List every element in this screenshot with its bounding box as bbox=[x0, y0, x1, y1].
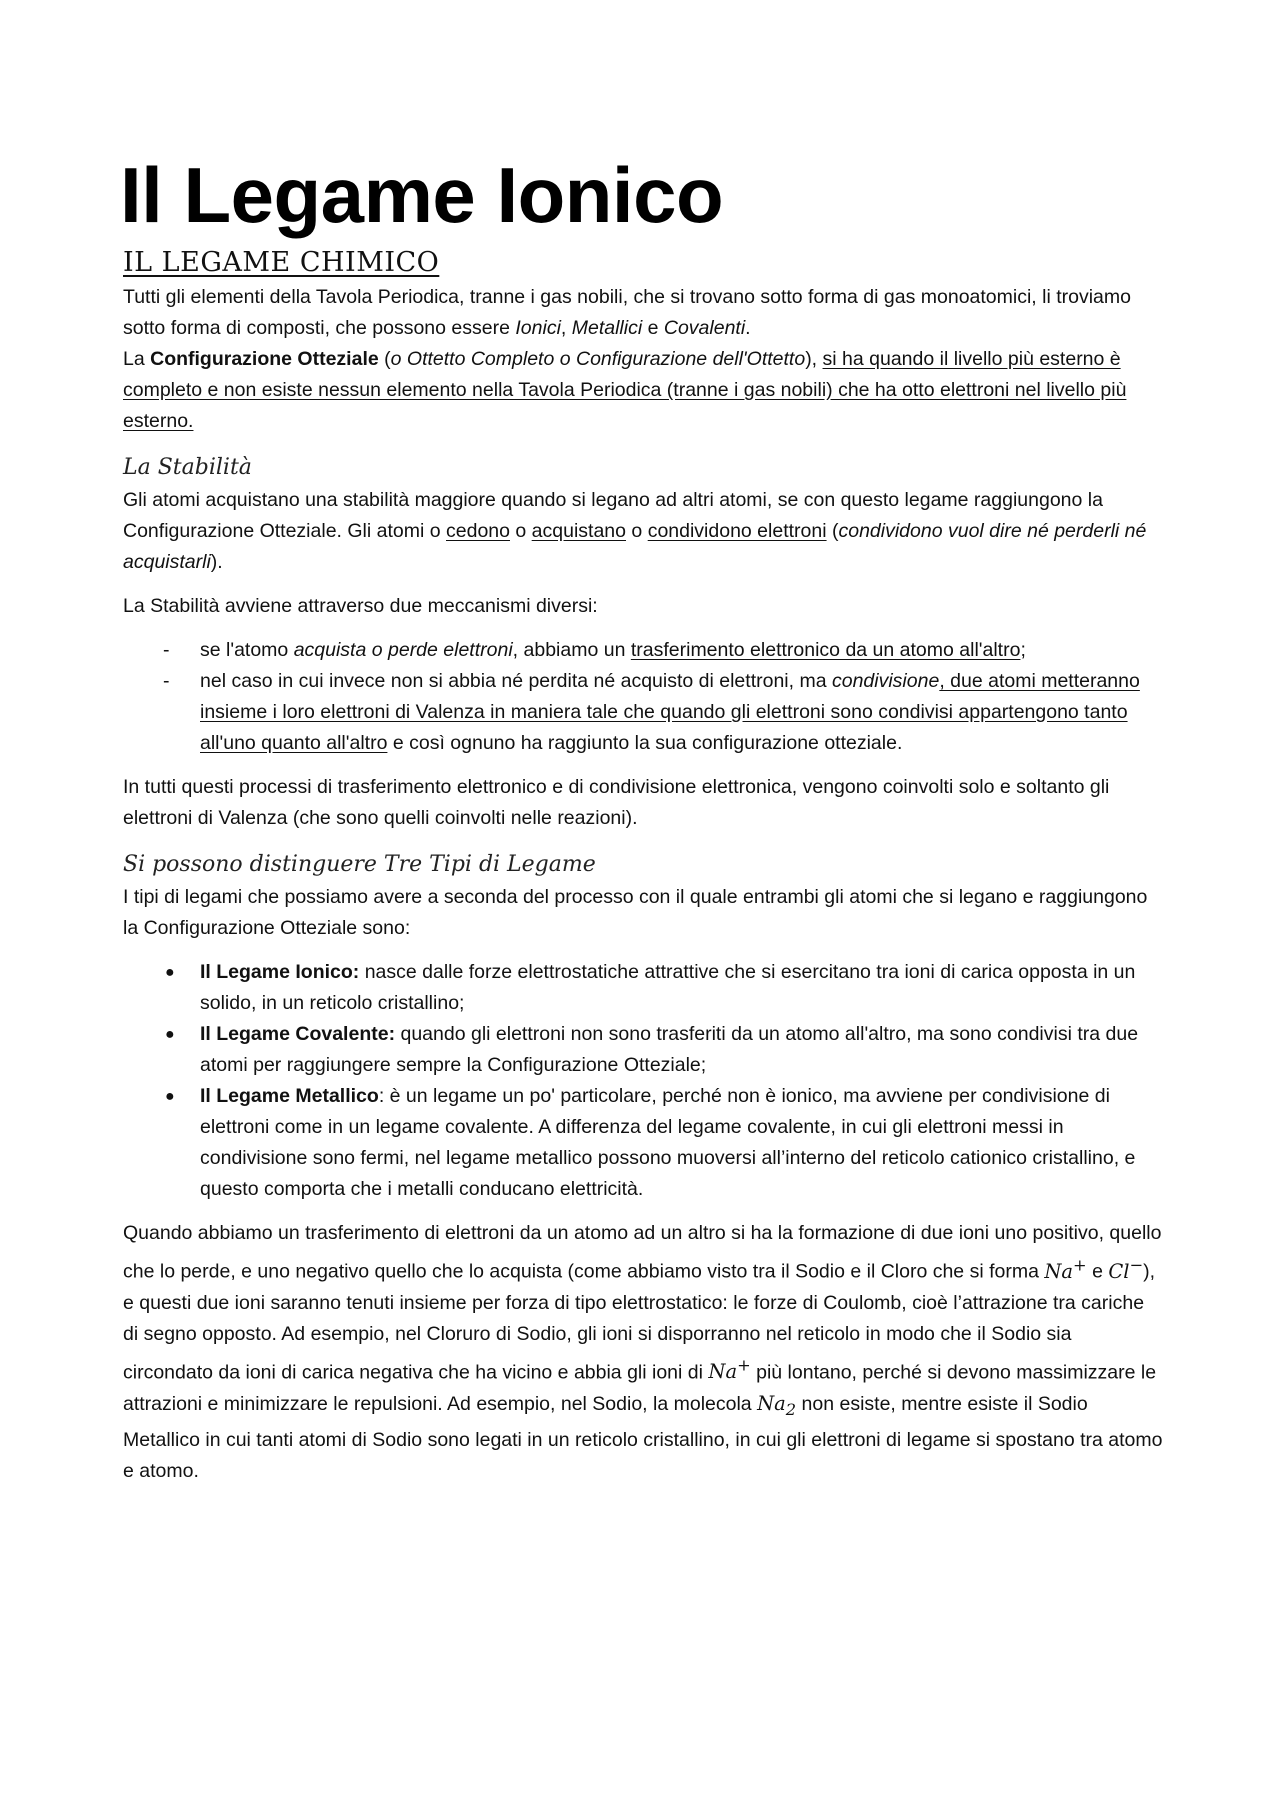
text-run: se l'atomo bbox=[200, 639, 294, 661]
text-run: cedono bbox=[446, 520, 510, 542]
text-run: Gli atomi acquistano una stabilità maggiore quando si legano ad altri atomi, se con questo legame raggiungono la Configurazione Otteziale. Gli atomi o bbox=[123, 489, 1103, 542]
section-legame-chimico bbox=[123, 246, 1163, 437]
text-run: e così ognuno ha raggiunto la sua configurazione otteziale. bbox=[387, 732, 903, 754]
text-run: , bbox=[560, 317, 572, 339]
formula-sup: + bbox=[737, 1355, 751, 1375]
section-heading-stabilita: La Stabilità bbox=[123, 455, 252, 480]
list-item bbox=[123, 957, 1163, 1019]
list-meccanismi bbox=[123, 635, 1163, 759]
formula-na2 bbox=[757, 1392, 797, 1419]
paragraph-tipi-intro: I tipi di legami che possiamo avere a seconda del processo con il quale entrambi gli atomi che si legano e raggiungono la Configurazione Otteziale sono: bbox=[123, 886, 1148, 939]
paragraph-meccanismi: La Stabilità avviene attraverso due meccanismi diversi: bbox=[123, 595, 598, 617]
text-run: o bbox=[509, 520, 532, 542]
text-run: acquistano bbox=[531, 520, 626, 542]
formula-base: Na bbox=[757, 1392, 786, 1415]
text-run: o bbox=[626, 520, 648, 542]
text-run: : è un legame un po' particolare, perché non è ionico, ma avviene per condivisione di elettroni come in un legame covalente. A differenza del legame covalente, in cui gli elettroni messi in condivisione sono fermi, nel legame metallico possono muoversi all’interno del reticolo cationico cristallino, e questo comporta che i metalli conducano elettricità. bbox=[200, 1085, 1136, 1200]
section-heading-legame-chimico: IL LEGAME CHIMICO bbox=[123, 247, 440, 278]
text-run: Ionici bbox=[515, 317, 561, 339]
text-run: ( bbox=[826, 520, 839, 542]
formula-base: Na bbox=[1044, 1259, 1074, 1283]
section-stabilita bbox=[123, 451, 1163, 834]
list-item bbox=[123, 1019, 1163, 1081]
text-run: ). bbox=[210, 551, 223, 573]
text-run: o Ottetto Completo o Configurazione dell'Ottetto bbox=[390, 348, 806, 370]
paragraph-intro bbox=[123, 282, 1163, 344]
formula-sup: + bbox=[1073, 1255, 1087, 1274]
text-run: , due atomi metteranno insieme i loro elettroni di Valenza in maniera tale che quando gli elettroni sono condivisi appartengono tanto all'uno quanto all'altro bbox=[200, 670, 1140, 754]
list-item bbox=[123, 1081, 1163, 1205]
text-run: si ha quando il livello più esterno è completo e non esiste nessun elemento nella Tavola Periodica (tranne i gas nobili) che ha otto elettroni nel livello più esterno. bbox=[123, 348, 1127, 432]
text-run: quando gli elettroni non sono trasferiti da un atomo all'altro, ma sono condivisi tra due atomi per raggiungere sempre la Configurazione Otteziale; bbox=[200, 1023, 1139, 1076]
paragraph-stabilita bbox=[123, 485, 1163, 578]
formula-sup: − bbox=[1129, 1255, 1144, 1274]
text-run: ( bbox=[378, 348, 391, 370]
text-run: condividono elettroni bbox=[647, 520, 827, 542]
text-run: . bbox=[745, 317, 751, 339]
text-run: , abbiamo un bbox=[512, 639, 631, 661]
text-run: ), bbox=[805, 348, 823, 370]
text-run: ; bbox=[1020, 639, 1026, 661]
list-tipi bbox=[123, 957, 1163, 1205]
text-run: non esiste, mentre esiste il Sodio Metallico in cui tanti atomi di Sodio sono legati in un reticolo cristallino, in cui gli elettroni di legame si spostano tra atomo e atomo. bbox=[123, 1393, 1163, 1482]
text-run: Metallici bbox=[571, 317, 643, 339]
text-run: Tutti gli elementi della Tavola Periodica, tranne i gas nobili, che si trovano sotto forma di gas monoatomici, li troviamo sotto forma di composti, che possono essere bbox=[123, 286, 1131, 339]
section-heading-tipi: Si possono distinguere Tre Tipi di Legame bbox=[123, 852, 596, 877]
text-run: nel caso in cui invece non si abbia né perdita né acquisto di elettroni, ma bbox=[200, 670, 832, 692]
text-run: Covalenti bbox=[663, 317, 746, 339]
dash-marker: - bbox=[163, 670, 170, 692]
text-run: ), e questi due ioni saranno tenuti insieme per forza di tipo elettrostatico: le forze di Coulomb, cioè l’attrazione tra cariche di segno opposto. Ad esempio, nel Cloruro di Sodio, gli ioni si disporranno nel reticolo in modo che il Sodio sia circondato da ioni di carica negativa che ha vicino e abbia gli ioni di bbox=[123, 1260, 1156, 1383]
formula-na-plus bbox=[708, 1355, 751, 1383]
text-run: e bbox=[642, 317, 664, 339]
text-run: condivisione bbox=[831, 670, 940, 692]
formula-sub: 2 bbox=[785, 1399, 797, 1419]
bullet-marker: ● bbox=[165, 964, 175, 981]
text-run: trasferimento elettronico da un atomo all'altro bbox=[630, 639, 1021, 661]
text-run: più lontano, perché si devono massimizzare le attrazioni e minimizzare le repulsioni. Ad esempio, nel Sodio, la molecola bbox=[123, 1361, 1157, 1415]
text-run: La bbox=[123, 348, 151, 370]
formula-cl-minus bbox=[1108, 1255, 1144, 1283]
paragraph-valenza: In tutti questi processi di trasferimento elettronico e di condivisione elettronica, vengono coinvolti solo e soltanto gli elettroni di Valenza (che sono quelli coinvolti nelle reazioni). bbox=[123, 776, 1110, 829]
text-run: Quando abbiamo un trasferimento di elettroni da un atomo ad un altro si ha la formazione di due ioni uno positivo, quello che lo perde, e uno negativo quello che lo acquista (come abbiamo visto tra il Sodio e il Cloro che si forma bbox=[123, 1222, 1162, 1283]
text-run: nasce dalle forze elettrostatiche attrattive che si esercitano tra ioni di carica opposta in un solido, in un reticolo cristallino; bbox=[200, 961, 1136, 1014]
formula-base: Na bbox=[708, 1360, 738, 1383]
section-tipi-di-legame bbox=[123, 848, 1163, 1487]
paragraph-trasferimento bbox=[123, 1218, 1163, 1487]
text-run: Configurazione Otteziale bbox=[150, 348, 379, 370]
bullet-marker: ● bbox=[165, 1026, 175, 1043]
page-title: Il Legame Ionico bbox=[120, 151, 724, 239]
dash-marker: - bbox=[163, 639, 170, 661]
document-page bbox=[120, 150, 1163, 1487]
formula-na-plus bbox=[1044, 1255, 1087, 1283]
bullet-marker: ● bbox=[165, 1088, 175, 1105]
list-item bbox=[123, 635, 1163, 666]
text-run: Il Legame Covalente: bbox=[200, 1023, 396, 1045]
list-item bbox=[123, 666, 1163, 759]
text-run: condividono vuol dire né perderli né acquistarli bbox=[123, 520, 1147, 573]
formula-base: Cl bbox=[1108, 1259, 1130, 1283]
paragraph-configurazione bbox=[123, 344, 1163, 437]
text-run: Il Legame Ionico: bbox=[200, 961, 360, 983]
text-run: Il Legame Metallico bbox=[200, 1085, 379, 1107]
text-run: acquista o perde elettroni bbox=[293, 639, 513, 661]
text-run: e bbox=[1086, 1260, 1109, 1283]
